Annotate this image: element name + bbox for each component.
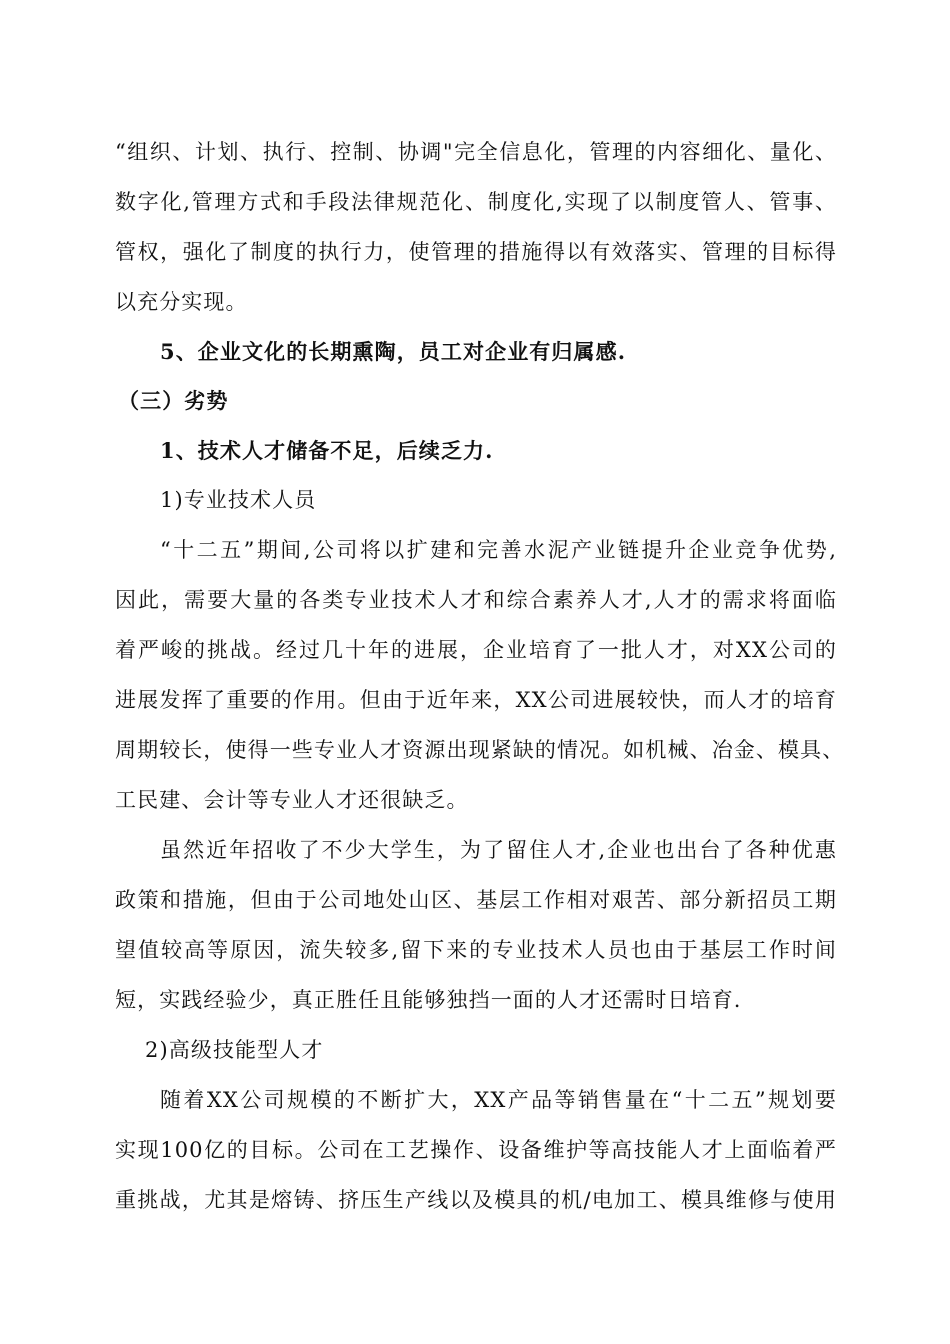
- paragraph-line: 以充分实现。: [115, 290, 248, 314]
- item-heading: 5、企业文化的长期熏陶，员工对企业有归属感.: [160, 339, 627, 364]
- sub-heading: 2)高级技能型人才: [145, 1038, 324, 1062]
- paragraph-line: 政策和措施，但由于公司地处山区、基层工作相对艰苦、部分新招员工期: [115, 888, 837, 912]
- sub-heading: 1)专业技术人员: [160, 488, 317, 512]
- item-heading: 1、技术人才储备不足，后续乏力.: [160, 438, 494, 463]
- paragraph-line: 周期较长，使得一些专业人才资源出现紧缺的情况。如机械、冶金、模具、: [115, 738, 845, 762]
- paragraph-line: 着严峻的挑战。经过几十年的进展，企业培育了一批人才，对XX公司的: [115, 638, 837, 662]
- paragraph-line: 实现100亿的目标。公司在工艺操作、设备维护等高技能人才上面临着严: [115, 1138, 837, 1162]
- paragraph-line: “组织、计划、执行、控制、协调"完全信息化，管理的内容细化、量化、: [115, 140, 837, 164]
- paragraph-line: 数字化,管理方式和手段法律规范化、制度化,实现了以制度管人、管事、: [115, 190, 837, 214]
- paragraph-line: 虽然近年招收了不少大学生，为了留住人才,企业也出台了各种优惠: [160, 838, 837, 862]
- paragraph-line: “十二五”期间,公司将以扩建和完善水泥产业链提升企业竞争优势,: [160, 538, 837, 562]
- paragraph-line: 管权，强化了制度的执行力，使管理的措施得以有效落实、管理的目标得: [115, 240, 837, 264]
- paragraph-line: 短，实践经验少，真正胜任且能够独挡一面的人才还需时日培育.: [115, 988, 742, 1012]
- paragraph-line: 随着XX公司规模的不断扩大，XX产品等销售量在“十二五”规划要: [160, 1088, 837, 1112]
- paragraph-line: 工民建、会计等专业人才还很缺乏。: [115, 788, 469, 812]
- paragraph-line: 进展发挥了重要的作用。但由于近年来，XX公司进展较快，而人才的培育: [115, 688, 837, 712]
- paragraph-line: 因此，需要大量的各类专业技术人才和综合素养人才,人才的需求将面临: [115, 588, 837, 612]
- paragraph-line: 望值较高等原因，流失较多,留下来的专业技术人员也由于基层工作时间: [115, 938, 837, 962]
- paragraph-line: 重挑战，尤其是熔铸、挤压生产线以及模具的机/电加工、模具维修与使用: [115, 1188, 837, 1212]
- section-heading: （三）劣势: [118, 388, 229, 413]
